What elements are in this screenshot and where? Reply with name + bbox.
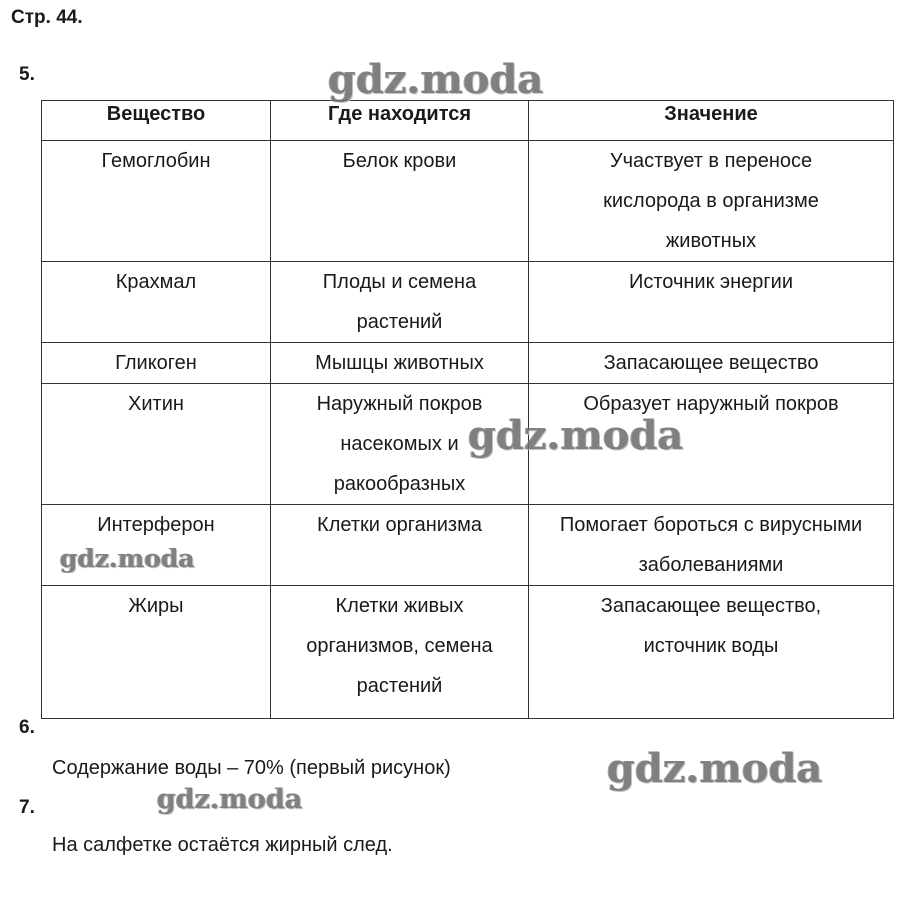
task-6-answer: Содержание воды – 70% (первый рисунок) bbox=[52, 757, 451, 779]
cell-function: Источник энергии bbox=[529, 262, 894, 343]
task-7-answer: На салфетке остаётся жирный след. bbox=[52, 834, 393, 856]
cell-function: Запасающее вещество bbox=[529, 343, 894, 384]
cell-substance: Крахмал bbox=[42, 262, 271, 343]
table-row bbox=[42, 141, 894, 262]
table-header-row bbox=[42, 101, 894, 141]
cell-substance: Жиры bbox=[42, 586, 271, 719]
cell-substance: Гликоген bbox=[42, 343, 271, 384]
cell-location: Клетки организма bbox=[271, 505, 529, 586]
watermark-logo: gdz.moda bbox=[468, 412, 684, 459]
watermark-logo: gdz.moda bbox=[328, 56, 544, 103]
cell-location: Клетки живых организмов, семена растений bbox=[271, 586, 529, 719]
cell-function: Участвует в переносе кислорода в организме животных bbox=[529, 141, 894, 262]
cell-location: Плоды и семена растений bbox=[271, 262, 529, 343]
table-row bbox=[42, 586, 894, 719]
header-function: Значение bbox=[529, 101, 894, 141]
cell-substance: Хитин bbox=[42, 384, 271, 505]
cell-function: Помогает бороться с вирусными заболеваниями bbox=[529, 505, 894, 586]
table-row bbox=[42, 262, 894, 343]
task-6-number: 6. bbox=[19, 717, 35, 738]
cell-function: Запасающее вещество, источник воды bbox=[529, 586, 894, 719]
cell-function: Образует наружный покров bbox=[529, 384, 894, 505]
header-location: Где находится bbox=[271, 101, 529, 141]
cell-location: Наружный покров насекомых и ракообразных bbox=[271, 384, 529, 505]
cell-location: Мышцы животных bbox=[271, 343, 529, 384]
cell-substance: Гемоглобин bbox=[42, 141, 271, 262]
watermark-logo: gdz.moda bbox=[60, 544, 195, 573]
substances-table bbox=[41, 100, 894, 719]
cell-substance: Интерферон bbox=[42, 505, 271, 586]
header-substance: Вещество bbox=[42, 101, 271, 141]
watermark-logo: gdz.moda bbox=[157, 784, 303, 815]
task-5-number: 5. bbox=[19, 64, 35, 85]
table-row bbox=[42, 343, 894, 384]
page-title: Стр. 44. bbox=[11, 7, 83, 28]
cell-location: Белок крови bbox=[271, 141, 529, 262]
task-7-number: 7. bbox=[19, 797, 35, 818]
watermark-logo: gdz.moda bbox=[607, 745, 823, 792]
